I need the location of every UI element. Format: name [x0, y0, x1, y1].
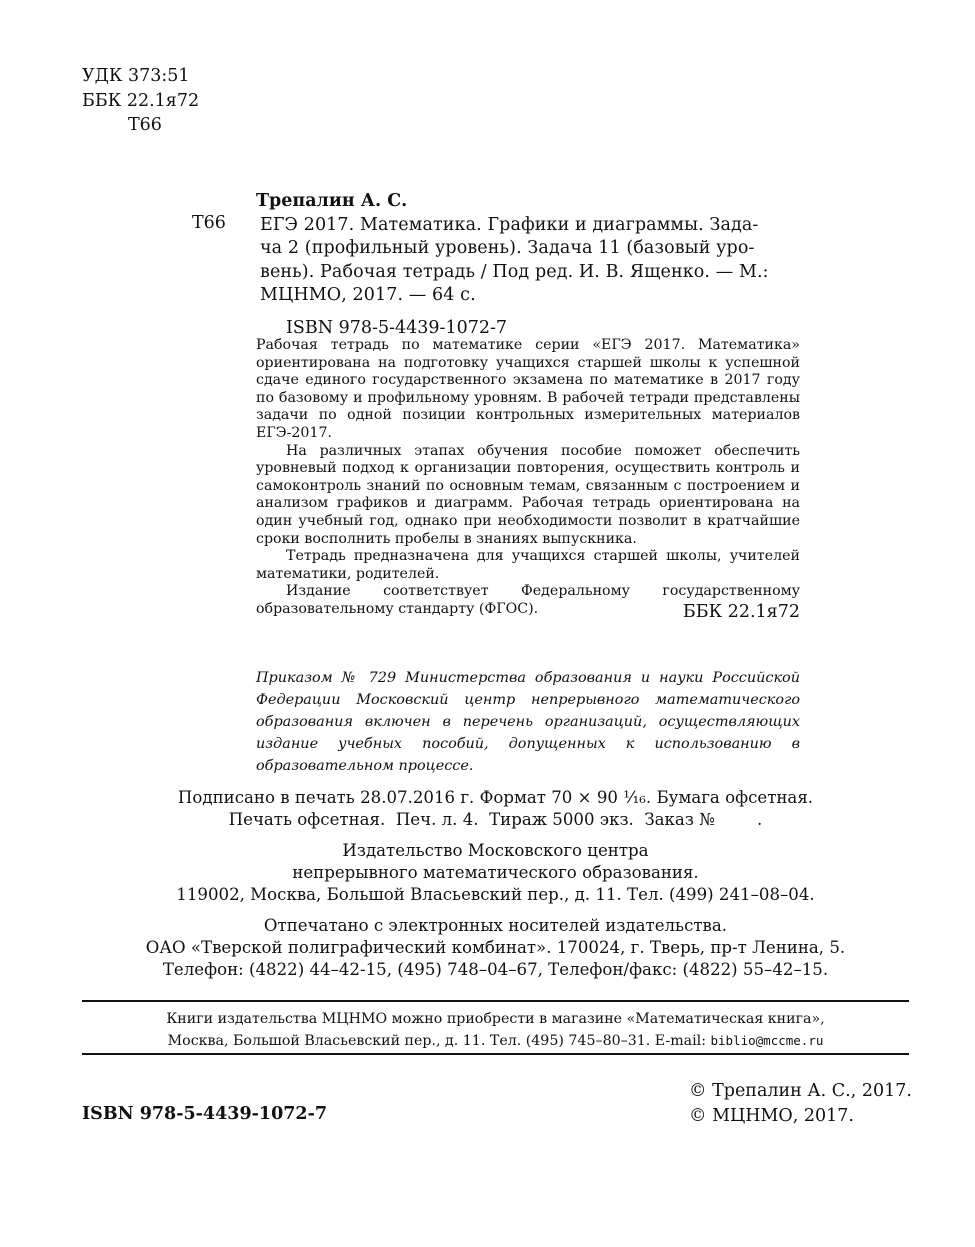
printer-info — [82, 915, 909, 981]
card-author-mark: Т66 — [192, 213, 226, 233]
bookshop-line — [82, 1030, 909, 1052]
bookshop-line: Книги издательства МЦНМО можно приобрести в магазине «Математическая книга», — [166, 1011, 825, 1027]
divider-top — [82, 1000, 909, 1002]
print-details-line: Печать офсетная. Печ. л. 4. Тираж 5000 экз. Заказ № . — [228, 810, 763, 829]
bookshop-email: biblio@mccme.ru — [710, 1033, 824, 1048]
publisher-line: непрерывного математического образования. — [292, 863, 699, 882]
bbk-classification: ББК 22.1я72 — [682, 602, 800, 622]
bookshop-address: Москва, Большой Власьевский пер., д. 11. Тел. (495) 745–80–31. E-mail: — [167, 1033, 711, 1049]
udk-code: УДК 373:51 — [82, 66, 190, 86]
card-description-line: вень). Рабочая тетрадь / Под ред. И. В. Ященко. — М.: — [260, 261, 769, 282]
isbn-footer: ISBN 978-5-4439-1072-7 — [82, 1104, 328, 1124]
card-description-line: ча 2 (профильный уровень). Задача 11 (базовый уро- — [260, 238, 755, 258]
card-description-line: ЕГЭ 2017. Математика. Графики и диаграммы. Зада- — [260, 214, 759, 235]
annotation — [256, 337, 800, 619]
card-author: Трепалин А. С. — [256, 191, 408, 211]
bookshop-info — [82, 1009, 909, 1052]
publisher-line: Издательство Московского центра — [342, 841, 649, 860]
catalog-card — [256, 190, 800, 340]
annotation-paragraph: Тетрадь предназначена для учащихся старшей школы, учителей математики, родителей. — [256, 548, 800, 582]
card-description-line: МЦНМО, 2017. — 64 с. — [260, 285, 476, 305]
print-details-line: Подписано в печать 28.07.2016 г. Формат 70 × 90 ¹⁄₁₆. Бумага офсетная. — [177, 788, 814, 807]
card-isbn: ISBN 978-5-4439-1072-7 — [286, 317, 508, 338]
imprint — [82, 787, 909, 990]
copyright-block — [689, 1079, 912, 1129]
publisher-info — [82, 840, 909, 906]
publisher-line: 119002, Москва, Большой Власьевский пер., д. 11. Тел. (499) 241–08–04. — [176, 885, 815, 904]
printer-line: ОАО «Тверской полиграфический комбинат». 170024, г. Тверь, пр-т Ленина, 5. — [145, 938, 846, 957]
ministry-order: Приказом № 729 Министерства образования и науки Российской Федерации Московский центр непрерывного математического образования включен в перечень организаций, осуществляющих издание учебных пособий, допущенных к использованию в образовательном процессе. — [256, 670, 800, 774]
library-codes — [82, 64, 199, 138]
bbk-code: ББК 22.1я72 — [82, 90, 200, 111]
copyright-author: © Трепалин А. С., 2017. — [689, 1081, 912, 1101]
print-details — [82, 787, 909, 831]
divider-bottom — [82, 1053, 909, 1055]
copyright-publisher: © МЦНМО, 2017. — [689, 1106, 854, 1126]
printer-line: Телефон: (4822) 44–42-15, (495) 748–04–67, Телефон/факс: (4822) 55–42–15. — [162, 960, 829, 979]
annotation-paragraph: Издание соответствует Федеральному государственному образовательному стандарту (ФГОС). — [256, 583, 800, 617]
printer-line: Отпечатано с электронных носителей издательства. — [263, 916, 728, 935]
annotation-paragraph: На различных этапах обучения пособие поможет обеспечить уровневый подход к организации повторения, осуществить контроль и самоконтроль знаний по основным темам, связанным с построением и анализом графиков и диаграмм. Рабочая тетрадь ориентирована на один учебный год, однако при необходимости позволит в кратчайшие сроки восполнить пробелы в знаниях выпускника. — [256, 442, 800, 547]
annotation-paragraph: Рабочая тетрадь по математике серии «ЕГЭ 2017. Математика» ориентирована на подготовку учащихся старшей школы к успешной сдаче единого государственного экзамена по математике в 2017 году по базовому и профильному уровням. В рабочей тетради представлены задачи по одной позиции контрольных измерительных материалов ЕГЭ-2017. — [256, 337, 800, 441]
author-mark: Т66 — [128, 115, 162, 135]
